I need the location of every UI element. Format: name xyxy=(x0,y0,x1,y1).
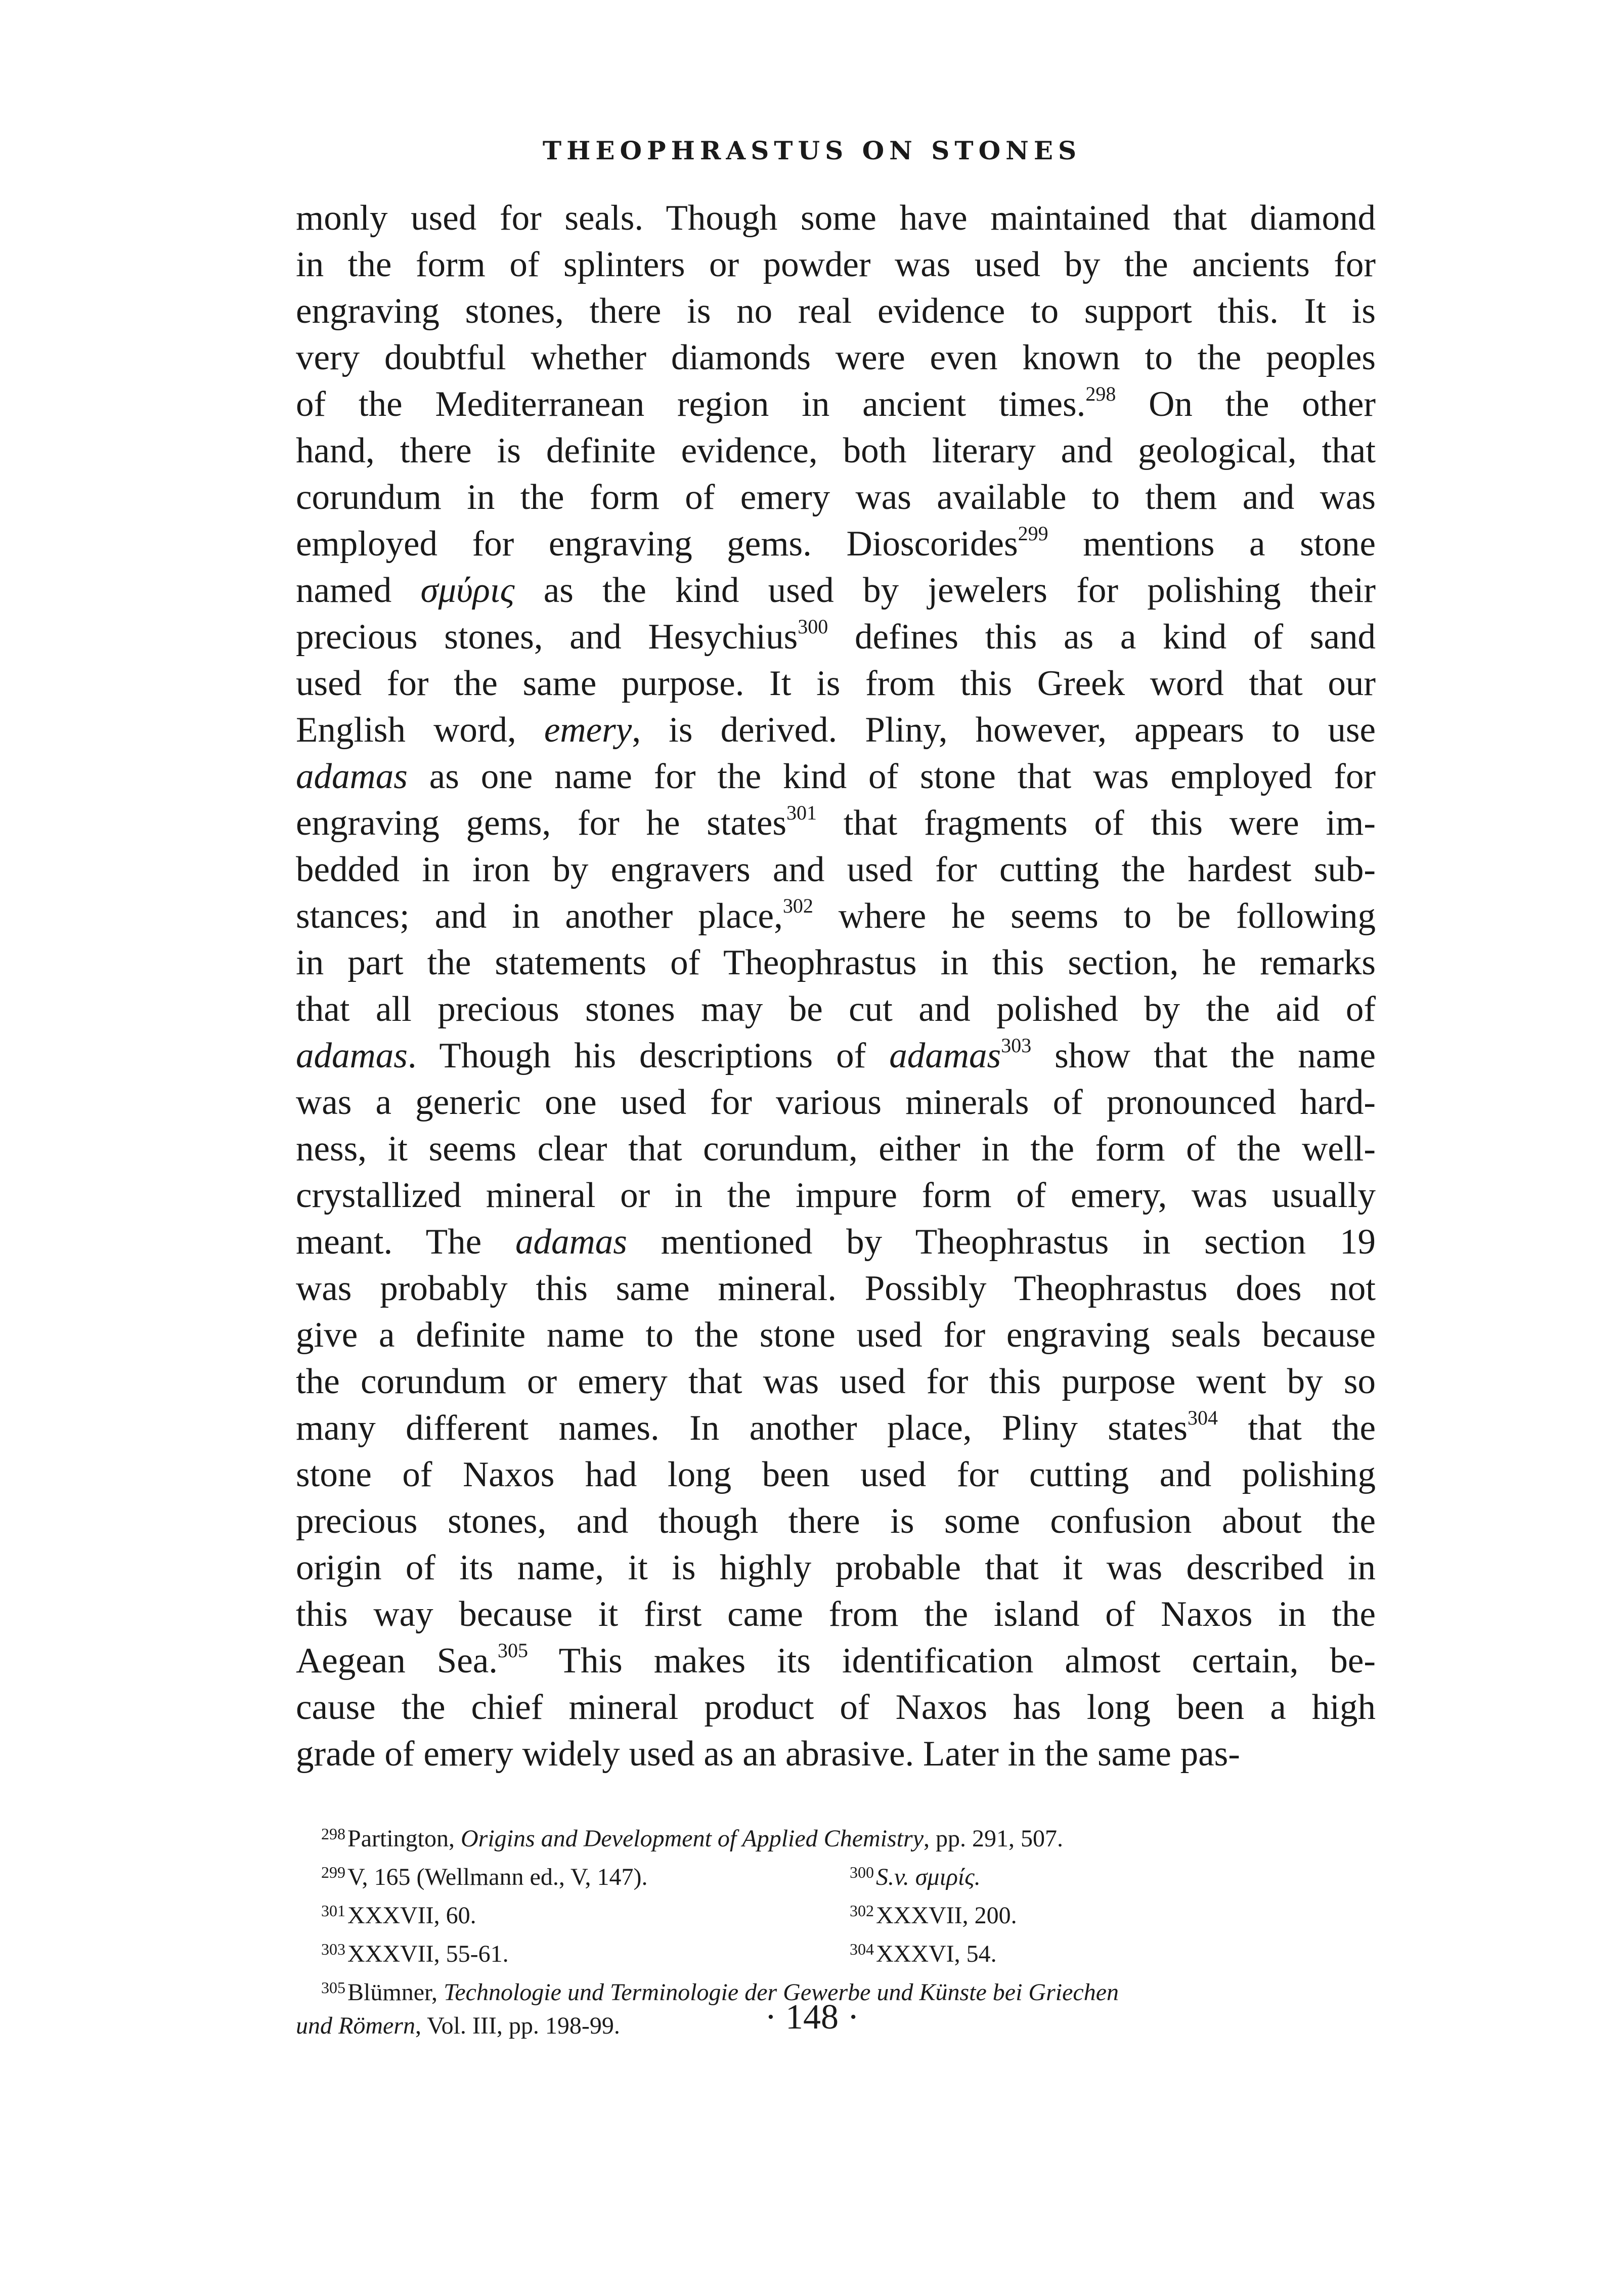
text-run: English word, xyxy=(296,710,544,750)
text-run: corundum in the form of emery was available to them and was xyxy=(296,478,1376,517)
body-line xyxy=(296,288,1376,334)
footnote-ref: 298 xyxy=(1085,382,1116,405)
body-line xyxy=(296,1265,1376,1312)
text-run: where he seems to be following xyxy=(813,896,1376,936)
footnote-ref: 300 xyxy=(798,615,828,638)
footnote-number: 302 xyxy=(850,1902,874,1920)
body-line xyxy=(296,939,1376,986)
text-run: , is derived. Pliny, however, appears to use xyxy=(632,710,1376,750)
text-run: in the form of splinters or powder was used by the ancients for xyxy=(296,245,1376,284)
footnote-ref: 301 xyxy=(786,801,817,824)
text-run: that fragments of this were im- xyxy=(816,803,1376,843)
text-run: give a definite name to the stone used for engraving seals because xyxy=(296,1315,1376,1355)
body-text xyxy=(296,195,1376,1777)
body-line xyxy=(296,846,1376,893)
text-run: show that the name xyxy=(1031,1036,1376,1075)
body-line xyxy=(296,1032,1376,1079)
footnote-ref: 302 xyxy=(782,894,813,917)
body-line xyxy=(296,521,1376,567)
italic-text: Technologie und Terminologie der Gewerbe und Künste bei Griechen xyxy=(444,1979,1119,2006)
body-line xyxy=(296,753,1376,800)
footnote-300 xyxy=(850,1856,981,1894)
body-line xyxy=(296,1405,1376,1451)
text-run: Blümner, xyxy=(347,1979,444,2006)
text-run: in part the statements of Theophrastus in this section, he remarks xyxy=(296,943,1376,982)
footnote-ref: 299 xyxy=(1018,522,1048,545)
body-line xyxy=(296,660,1376,707)
footnote-ref: 305 xyxy=(497,1639,528,1662)
text-run: ness, it seems clear that corundum, either in the form of the well- xyxy=(296,1129,1376,1169)
page-number: · 148 · xyxy=(765,1998,859,2037)
body-line xyxy=(296,1219,1376,1265)
text-run: was a generic one used for various minerals of pronounced hard- xyxy=(296,1083,1376,1122)
body-line xyxy=(296,1498,1376,1544)
text-run: that all precious stones may be cut and polished by the aid of xyxy=(296,989,1376,1029)
text-run: XXXVI, 54. xyxy=(876,1941,997,1967)
text-run: cause the chief mineral product of Naxos has long been a high xyxy=(296,1688,1376,1727)
footnote-number: 301 xyxy=(321,1902,345,1920)
footnote-ref: 303 xyxy=(1001,1034,1032,1057)
text-run: crystallized mineral or in the impure form of emery, was usually xyxy=(296,1176,1376,1215)
italic-text: S.v. σμιρίς. xyxy=(876,1864,981,1890)
footnote-ref: 304 xyxy=(1188,1406,1218,1429)
text-run: Aegean Sea. xyxy=(296,1641,498,1680)
italic-text: adamas xyxy=(296,1036,408,1075)
text-run: origin of its name, it is highly probable that it was described in xyxy=(296,1548,1376,1587)
text-run: as the kind used by jewelers for polishing their xyxy=(514,571,1376,610)
text-run: this way because it first came from the island of Naxos in the xyxy=(296,1594,1376,1634)
text-run: . Though his descriptions of xyxy=(407,1036,890,1075)
text-run: the corundum or emery that was used for this purpose went by so xyxy=(296,1362,1376,1401)
body-line xyxy=(296,334,1376,381)
body-line xyxy=(296,1591,1376,1637)
text-run: monly used for seals. Though some have maintained that diamond xyxy=(296,198,1376,238)
body-line xyxy=(296,1544,1376,1591)
body-line xyxy=(296,474,1376,521)
text-run: This makes its identification almost certain, be- xyxy=(528,1641,1376,1680)
italic-text: adamas xyxy=(889,1036,1001,1075)
body-line xyxy=(296,1684,1376,1731)
body-line xyxy=(296,1731,1376,1777)
text-run: mentioned by Theophrastus in section 19 xyxy=(627,1222,1376,1262)
text-run: XXXVII, 55-61. xyxy=(347,1941,509,1967)
text-run: Partington, xyxy=(347,1825,461,1852)
body-line xyxy=(296,614,1376,660)
footnote-row xyxy=(296,1894,1376,1932)
text-run: stone of Naxos had long been used for cutting and polishing xyxy=(296,1455,1376,1494)
footnote-number: 305 xyxy=(321,1978,345,1997)
body-line xyxy=(296,1312,1376,1358)
footnote-number: 303 xyxy=(321,1940,345,1958)
footnote-row xyxy=(296,1856,1376,1894)
text-run: as one name for the kind of stone that was employed for xyxy=(407,757,1376,796)
italic-text: und Römern xyxy=(296,2012,415,2039)
text-run: employed for engraving gems. Dioscorides xyxy=(296,524,1018,564)
text-run: , pp. 291, 507. xyxy=(924,1825,1063,1852)
body-line xyxy=(296,381,1376,427)
text-run: stances; and in another place, xyxy=(296,896,783,936)
text-run: that the xyxy=(1218,1408,1376,1448)
text-run: , Vol. III, pp. 198-99. xyxy=(415,2012,620,2039)
italic-text: Origins and Development of Applied Chemistry xyxy=(461,1825,924,1852)
text-run: grade of emery widely used as an abrasive. Later in the same pas- xyxy=(296,1734,1240,1774)
italic-text: adamas xyxy=(515,1222,627,1262)
body-line xyxy=(296,567,1376,614)
footnote-row xyxy=(296,1932,1376,1971)
footnote-number: 300 xyxy=(850,1863,874,1881)
footnote-301 xyxy=(296,1894,850,1932)
body-line xyxy=(296,800,1376,846)
body-line xyxy=(296,707,1376,753)
body-line xyxy=(296,1451,1376,1498)
body-line xyxy=(296,1079,1376,1126)
text-run: meant. The xyxy=(296,1222,515,1262)
text-run: was probably this same mineral. Possibly Theophrastus does not xyxy=(296,1269,1376,1308)
text-run: engraving stones, there is no real evidence to support this. It is xyxy=(296,291,1376,331)
text-run: XXXVII, 60. xyxy=(347,1902,476,1929)
text-run: XXXVII, 200. xyxy=(876,1902,1017,1929)
text-run: defines this as a kind of sand xyxy=(828,617,1376,657)
italic-text: σμύρις xyxy=(420,571,515,610)
footnote-299 xyxy=(296,1856,850,1894)
running-head: THEOPHRASTUS ON STONES xyxy=(542,136,1082,165)
footnote-number: 299 xyxy=(321,1863,345,1881)
text-run: precious stones, and Hesychius xyxy=(296,617,798,657)
italic-text: adamas xyxy=(296,757,408,796)
text-run: of the Mediterranean region in ancient times. xyxy=(296,384,1086,424)
text-run: hand, there is definite evidence, both literary and geological, that xyxy=(296,431,1376,470)
text-run: precious stones, and though there is some confusion about the xyxy=(296,1501,1376,1541)
text-run: mentions a stone xyxy=(1048,524,1376,564)
body-line xyxy=(296,1126,1376,1172)
footnote-302 xyxy=(850,1894,1017,1932)
footnote-number: 304 xyxy=(850,1940,874,1958)
body-line xyxy=(296,1637,1376,1684)
footnote-304 xyxy=(850,1932,997,1971)
body-line xyxy=(296,195,1376,241)
footnote-298 xyxy=(296,1817,1063,1856)
text-run: On the other xyxy=(1116,384,1376,424)
footnote-303 xyxy=(296,1932,850,1971)
body-line xyxy=(296,241,1376,288)
text-run: used for the same purpose. It is from this Greek word that our xyxy=(296,664,1376,703)
body-line xyxy=(296,427,1376,474)
body-line xyxy=(296,1172,1376,1219)
body-line xyxy=(296,893,1376,939)
text-run: named xyxy=(296,571,421,610)
body-line xyxy=(296,986,1376,1032)
text-run: engraving gems, for he states xyxy=(296,803,786,843)
text-run: very doubtful whether diamonds were even known to the peoples xyxy=(296,338,1376,377)
body-line xyxy=(296,1358,1376,1405)
footnote-row xyxy=(296,1817,1376,1856)
italic-text: emery xyxy=(544,710,632,750)
text-run: many different names. In another place, Pliny states xyxy=(296,1408,1188,1448)
footnote-number: 298 xyxy=(321,1825,345,1843)
text-run: V, 165 (Wellmann ed., V, 147). xyxy=(347,1864,648,1890)
text-run: bedded in iron by engravers and used for cutting the hardest sub- xyxy=(296,850,1376,889)
